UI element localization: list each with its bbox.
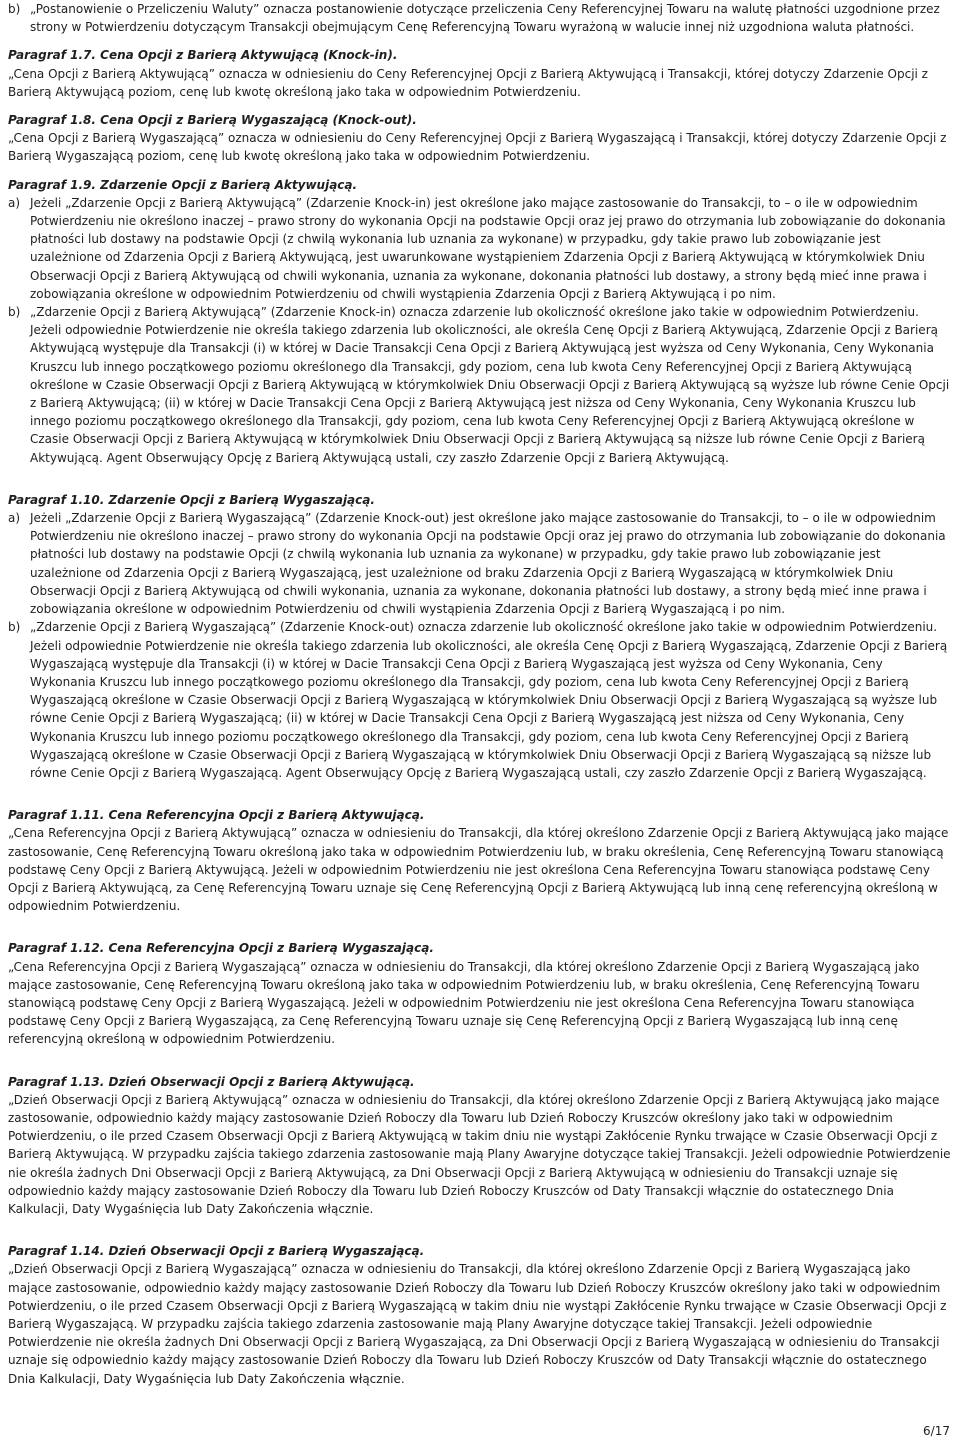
- section-1-14: [8, 1242, 952, 1388]
- section-heading: Paragraf 1.11. Cena Referencyjna Opcji z Barierą Aktywującą.: [8, 808, 425, 823]
- section-1-12: [8, 939, 952, 1048]
- section-text: „Cena Referencyjna Opcji z Barierą Wygaszającą” oznacza w odniesieniu do Transakcji, dla której określono Zdarzenie Opcji z Barierą Wygaszającą jako mające zastosowanie, Cenę Referencyjną Towaru określoną jako taka w odpowiednim Potwierdzeniu lub, w braku określenia, Cenę Referencyjną Towaru stanowiącą podstawę Ceny Opcji z Barierą Wygaszającą. Jeżeli w odpowiednim Potwierdzeniu nie jest określona Cena Referencyjna Towaru stanowiąca podstawę Ceny Opcji z Barierą Wygaszającą, za Cenę Referencyjną Towaru uznaje się Cenę Referencyjną Opcji z Barierą Wygaszającą lub inną cenę referencyjną określoną w odpowiednim Potwierdzeniu.: [8, 959, 920, 1047]
- section-text: „Cena Referencyjna Opcji z Barierą Aktywującą” oznacza w odniesieniu do Transakcji, dla której określono Zdarzenie Opcji z Barierą Aktywującą jako mające zastosowanie, Cenę Referencyjną Towaru określoną jako taka w odpowiednim Potwierdzeniu lub, w braku określenia, Cenę Referencyjną Towaru stanowiącą podstawę Ceny Opcji z Barierą Aktywującą. Jeżeli w odpowiednim Potwierdzeniu nie jest określona Cena Referencyjna Towaru stanowiąca podstawę Ceny Opcji z Barierą Aktywującą, za Cenę Referencyjną Towaru uznaje się Cenę Referencyjną Opcji z Barierą Aktywującą lub inną cenę referencyjną określoną w odpowiednim Potwierdzeniu.: [8, 826, 949, 914]
- list-item: [8, 618, 952, 782]
- item-label: b): [8, 620, 21, 635]
- item-label: a): [8, 195, 21, 210]
- item-text: „Zdarzenie Opcji z Barierą Wygaszającą” (Zdarzenie Knock-out) oznacza zdarzenie lub okoliczność określone jako takie w odpowiednim Potwierdzeniu. Jeżeli odpowiednie Potwierdzenie nie określa takiego zdarzenia lub okoliczności, ale określa Cenę Opcji z Barierą Wygaszającą, Zdarzenie Opcji z Barierą Wygaszającą występuje dla Transakcji (i) w której w Dacie Transakcji Cena Opcji z Barierą Wygaszającą jest wyższa od Ceny Wykonania, Ceny Wykonania Kruszcu lub innego początkowego poziomu określonego dla Transakcji, gdy poziom, cena lub kwota Ceny Referencyjnej Opcji z Barierą Wygaszającą określone w Czasie Obserwacji Opcji z Barierą Wygaszającą w którymkolwiek Dniu Obserwacji Opcji z Barierą Wygaszającą są wyższe lub równe Cenie Opcji z Barierą Wygaszającą; (ii) w której w Dacie Transakcji Cena Opcji z Barierą Wygaszającą jest niższa od Ceny Wykonania, Ceny Wykonania Kruszcu lub innego poziomu początkowego określonego dla Transakcji, gdy poziom, cena lub kwota Ceny Referencyjnej Opcji z Barierą Wygaszającą określone w Czasie Obserwacji Opcji z Barierą Wygaszającą w którymkolwiek Dniu Obserwacji Opcji z Barierą Wygaszającą są niższe lub równe Cenie Opcji z Barierą Wygaszającą. Agent Obserwujący Opcję z Barierą Wygaszającą ustali, czy zaszło Zdarzenie Opcji z Barierą Wygaszającą.: [30, 620, 948, 780]
- section-heading: Paragraf 1.10. Zdarzenie Opcji z Barierą Wygaszającą.: [8, 492, 375, 507]
- section-heading: Paragraf 1.7. Cena Opcji z Barierą Aktywującą (Knock-in).: [8, 48, 398, 63]
- item-text: Jeżeli „Zdarzenie Opcji z Barierą Wygaszającą” (Zdarzenie Knock-out) jest określone jako mające zastosowanie do Transakcji, to – o ile w odpowiednim Potwierdzeniu nie określono inaczej – prawo strony do wykonania Opcji na podstawie Opcji oraz jej prawo do otrzymania lub zobowiązanie do dokonania płatności lub dostawy na podstawie Opcji (z chwilą wykonania lub uznania za wykonane) w przypadku, gdy takie prawo lub zobowiązanie jest uzależnione od Zdarzenia Opcji z Barierą Wygaszającą, jest uzależnione od braku Zdarzenia Opcji z Barierą Wygaszającą w którymkolwiek Dniu Obserwacji Opcji z Barierą Aktywującą od chwili wykonania, uznania za wykonane, dokonania płatności lub dostawy, a strony będą mieć inne prawa i zobowiązania określone w odpowiednim Potwierdzeniu od chwili wystąpienia Zdarzenia Opcji z Barierą Wygaszającą i po nim.: [30, 511, 946, 617]
- section-text: „Dzień Obserwacji Opcji z Barierą Aktywującą” oznacza w odniesieniu do Transakcji, dla której określono Zdarzenie Opcji z Barierą Aktywującą jako mające zastosowanie, odpowiednio każdy mający zastosowanie Dzień Roboczy dla Towaru lub Dzień Roboczy Kruszców określony jako taki w odpowiednim Potwierdzeniu, o ile przed Czasem Obserwacji Opcji z Barierą Aktywującą w takim dniu nie wystąpi Zakłócenie Rynku trwające w Czasie Obserwacji Opcji z Barierą Aktywującą. W przypadku zajścia takiego zdarzenia zastosowanie mają Plany Awaryjne dotyczące takiej Transakcji. Jeżeli odpowiednie Potwierdzenie nie określa żadnych Dni Obserwacji Opcji z Barierą Aktywującą, za Dni Obserwacji Opcji z Barierą Aktywującą w odniesieniu do Transakcji uznaje się odpowiednio każdy mający zastosowanie Dzień Roboczy dla Towaru lub Dzień Roboczy Kruszców od Daty Transakcji włącznie do ostatecznego Dnia Kalkulacji, Daty Wygaśnięcia lub Daty Zakończenia włącznie.: [8, 1092, 951, 1216]
- section-heading: Paragraf 1.12. Cena Referencyjna Opcji z Barierą Wygaszającą.: [8, 941, 434, 956]
- section-1-11: [8, 806, 952, 915]
- item-label: a): [8, 511, 21, 526]
- section-text: „Cena Opcji z Barierą Wygaszającą” oznacza w odniesieniu do Ceny Referencyjnej Opcji z Barierą Wygaszającą i Transakcji, której dotyczy Zdarzenie Opcji z Barierą Wygaszającą poziom, cenę lub kwotę określoną jako taka w odpowiednim Potwierdzeniu.: [8, 131, 947, 164]
- item-text: Jeżeli „Zdarzenie Opcji z Barierą Aktywującą” (Zdarzenie Knock-in) jest określone jako mające zastosowanie do Transakcji, to – o ile w odpowiednim Potwierdzeniu nie określono inaczej – prawo strony do wykonania Opcji na podstawie Opcji oraz jej prawo do otrzymania lub zobowiązanie do dokonania płatności lub dostawy na podstawie Opcji (z chwilą wykonania lub uznania za wykonane) w przypadku, gdy takie prawo lub zobowiązanie jest uzależnione od Zdarzenia Opcji z Barierą Aktywującą, jest uwarunkowane wystąpieniem Zdarzenia Opcji z Barierą Aktywującą w którymkolwiek Dniu Obserwacji Opcji z Barierą Aktywującą od chwili wykonania, uznania za wykonane, dokonania płatności lub dostawy, a strony będą mieć inne prawa i zobowiązania określone w odpowiednim Potwierdzeniu od chwili wystąpienia Zdarzenia Opcji z Barierą Aktywującą i po nim.: [30, 195, 946, 301]
- item-text: „Postanowienie o Przeliczeniu Waluty” oznacza postanowienie dotyczące przeliczenia Ceny Referencyjnej Towaru na walutę płatności uzgodnione przez strony w Potwierdzeniu dotyczącym Transakcji obejmującym Cenę Referencyjną Towaru wyrażoną w walucie innej niż uzgodniona waluta płatności.: [30, 2, 940, 35]
- item-label: b): [8, 305, 21, 320]
- item-label: b): [8, 2, 21, 16]
- section-1-9: [8, 176, 952, 467]
- document-body: [8, 0, 952, 1388]
- section-heading: Paragraf 1.14. Dzień Obserwacji Opcji z Barierą Wygaszającą.: [8, 1244, 425, 1259]
- list-item: [8, 0, 952, 36]
- list-item: [8, 303, 952, 467]
- section-text: „Cena Opcji z Barierą Aktywującą” oznacza w odniesieniu do Ceny Referencyjnej Opcji z Barierą Aktywującą i Transakcji, której dotyczy Zdarzenie Opcji z Barierą Aktywującą poziom, cenę lub kwotę określoną jako taka w odpowiednim Potwierdzeniu.: [8, 66, 928, 99]
- section-heading: Paragraf 1.8. Cena Opcji z Barierą Wygaszającą (Knock-out).: [8, 113, 417, 128]
- section-1-10: [8, 491, 952, 782]
- list-item: [8, 194, 952, 303]
- section-1-13: [8, 1073, 952, 1219]
- section-heading: Paragraf 1.9. Zdarzenie Opcji z Barierą Aktywującą.: [8, 177, 358, 192]
- section-1-7: [8, 46, 952, 101]
- section-1-8: [8, 111, 952, 166]
- list-item: [8, 509, 952, 618]
- section-heading: Paragraf 1.13. Dzień Obserwacji Opcji z Barierą Aktywującą.: [8, 1074, 415, 1089]
- item-text: „Zdarzenie Opcji z Barierą Aktywującą” (Zdarzenie Knock-in) oznacza zdarzenie lub okoliczność określone jako takie w odpowiednim Potwierdzeniu. Jeżeli odpowiednie Potwierdzenie nie określa takiego zdarzenia lub okoliczności, ale określa Cenę Opcji z Barierą Aktywującą, Zdarzenie Opcji z Barierą Aktywującą występuje dla Transakcji (i) w której w Dacie Transakcji Cena Opcji z Barierą Aktywującą jest wyższa od Ceny Wykonania, Ceny Wykonania Kruszcu lub innego początkowego poziomu określonego dla Transakcji, gdy poziom, cena lub kwota Ceny Referencyjnej Opcji z Barierą Aktywującą określone w Czasie Obserwacji Opcji z Barierą Aktywującą w którymkolwiek Dniu Obserwacji Opcji z Barierą Aktywującą są wyższe lub równe Cenie Opcji z Barierą Aktywującą; (ii) w której w Dacie Transakcji Cena Opcji z Barierą Aktywującą jest niższa od Ceny Wykonania, Ceny Wykonania Kruszcu lub innego poziomu początkowego określonego dla Transakcji, gdy poziom, cena lub kwota Ceny Referencyjnej Opcji z Barierą Aktywującą określone w Czasie Obserwacji Opcji z Barierą Aktywującą w którymkolwiek Dniu Obserwacji Opcji z Barierą Aktywującą są niższe lub równe Cenie Opcji z Barierą Aktywującą. Agent Obserwujący Opcję z Barierą Aktywującą ustali, czy zaszło Zdarzenie Opcji z Barierą Aktywującą.: [30, 305, 950, 465]
- section-text: „Dzień Obserwacji Opcji z Barierą Wygaszającą” oznacza w odniesieniu do Transakcji, dla której określono Zdarzenie Opcji z Barierą Wygaszającą jako mające zastosowanie, odpowiednio każdy mający zastosowanie Dzień Roboczy dla Towaru lub Dzień Roboczy Kruszców określony jako taki w odpowiednim Potwierdzeniu, o ile przed Czasem Obserwacji Opcji z Barierą Wygaszającą w takim dniu nie wystąpi Zakłócenie Rynku trwające w Czasie Obserwacji Opcji z Barierą Wygaszającą. W przypadku zajścia takiego zdarzenia zastosowanie mają Plany Awaryjne dotyczące takiej Transakcji. Jeżeli odpowiednie Potwierdzenie nie określa żadnych Dni Obserwacji Opcji z Barierą Wygaszającą, za Dni Obserwacji Opcji z Barierą Wygaszającą w odniesieniu do Transakcji uznaje się odpowiednio każdy mający zastosowanie Dzień Roboczy dla Towaru lub Dzień Roboczy Kruszców od Daty Transakcji włącznie do ostatecznego Dnia Kalkulacji, Daty Wygaśnięcia lub Daty Zakończenia włącznie.: [8, 1262, 947, 1386]
- page-number: 6/17: [923, 1423, 950, 1438]
